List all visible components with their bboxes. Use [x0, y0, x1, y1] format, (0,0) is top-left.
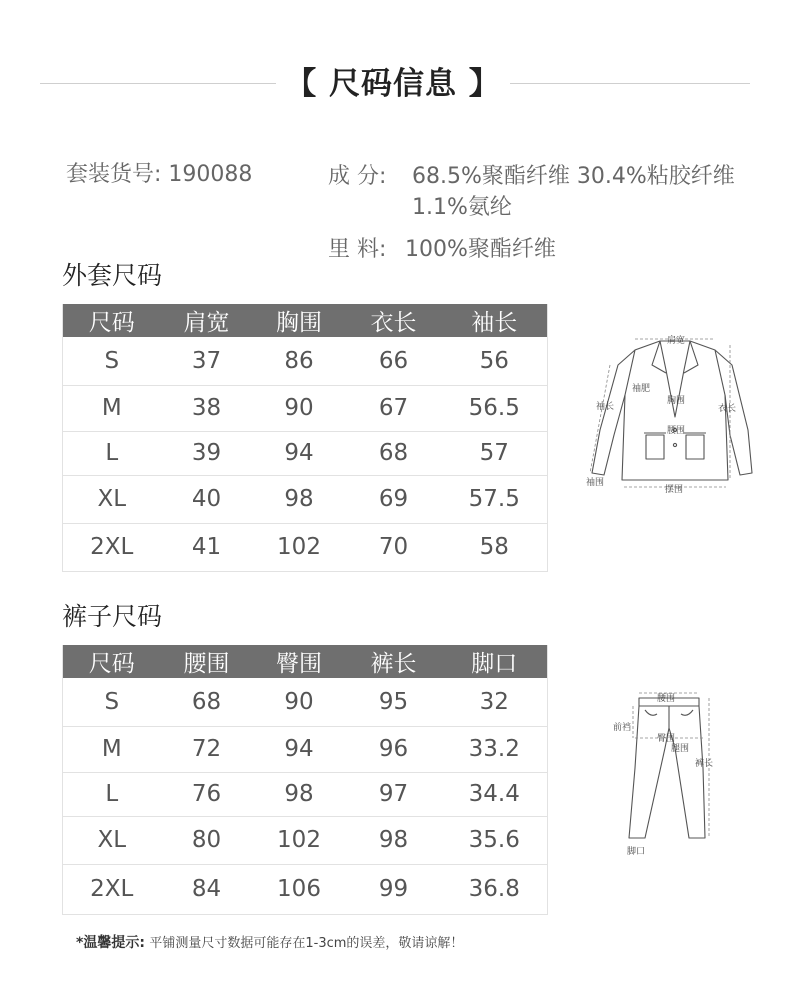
column-header: 肩宽 [161, 304, 253, 337]
table-row [63, 431, 548, 475]
pants-measurement-diagram [605, 688, 735, 860]
table-cell: L [63, 772, 161, 816]
table-cell: 102 [253, 816, 346, 864]
table-cell: 56 [442, 337, 548, 385]
table-cell: 32 [442, 678, 548, 726]
diagram-label-front-rise: 前裆 [613, 723, 632, 733]
table-cell: 72 [161, 726, 253, 772]
table-row [63, 523, 548, 571]
table-cell: M [63, 385, 161, 431]
table-cell: 57.5 [442, 475, 548, 523]
table-cell: 35.6 [442, 816, 548, 864]
table-row [63, 864, 548, 914]
table-cell: 98 [253, 475, 346, 523]
diagram-label-shoulder: 肩宽 [667, 336, 686, 346]
table-cell: S [63, 337, 161, 385]
table-cell: 95 [346, 678, 442, 726]
table-cell: 99 [346, 864, 442, 914]
diagram-label-sleeve-width: 袖肥 [632, 384, 651, 394]
diagram-label-hem: 摆围 [665, 485, 684, 495]
table-cell: 40 [161, 475, 253, 523]
table-cell: 106 [253, 864, 346, 914]
column-header: 脚口 [442, 645, 548, 678]
jacket-section-title: 外套尺码 [62, 261, 163, 290]
column-header: 裤长 [346, 645, 442, 678]
table-cell: 97 [346, 772, 442, 816]
diagram-label-waist: 腰围 [657, 694, 676, 704]
table-cell: 70 [346, 523, 442, 571]
table-cell: 68 [161, 678, 253, 726]
table-cell: 38 [161, 385, 253, 431]
table-cell: 41 [161, 523, 253, 571]
pants-size-table [62, 645, 548, 915]
column-header: 尺码 [63, 304, 161, 337]
table-cell: 94 [253, 726, 346, 772]
sku-label: 套装货号: [66, 162, 162, 187]
table-cell: 39 [161, 431, 253, 475]
table-cell: 34.4 [442, 772, 548, 816]
table-cell: XL [63, 475, 161, 523]
table-cell: 96 [346, 726, 442, 772]
jacket-measurement-diagram [580, 325, 760, 500]
column-header: 胸围 [253, 304, 346, 337]
column-header: 袖长 [442, 304, 548, 337]
table-cell: 36.8 [442, 864, 548, 914]
table-cell: 57 [442, 431, 548, 475]
hint-label: *温馨提示: [76, 935, 145, 951]
table-cell: 2XL [63, 523, 161, 571]
diagram-label-hip: 臀围 [657, 734, 676, 744]
table-cell: L [63, 431, 161, 475]
table-cell: 76 [161, 772, 253, 816]
jacket-size-table [62, 304, 548, 572]
sku-value: 190088 [168, 162, 253, 187]
diagram-label-waist: 腰围 [667, 426, 686, 436]
table-cell: 67 [346, 385, 442, 431]
table-cell: 69 [346, 475, 442, 523]
table-cell: M [63, 726, 161, 772]
table-cell: 98 [346, 816, 442, 864]
table-row [63, 385, 548, 431]
page-title: 【 尺码信息 】 [285, 66, 501, 102]
lining-value: 100%聚酯纤维 [405, 237, 556, 262]
table-cell: 66 [346, 337, 442, 385]
diagram-label-length: 衣长 [718, 404, 737, 414]
table-cell: 84 [161, 864, 253, 914]
diagram-label-chest: 胸围 [667, 396, 686, 406]
table-cell: 56.5 [442, 385, 548, 431]
table-cell: XL [63, 816, 161, 864]
column-header: 衣长 [346, 304, 442, 337]
measurement-hint [76, 932, 463, 952]
table-cell: 58 [442, 523, 548, 571]
diagram-label-sleeve-length: 袖长 [596, 402, 615, 412]
table-row [63, 726, 548, 772]
composition-label: 成 分: [328, 164, 387, 189]
table-cell: S [63, 678, 161, 726]
table-cell: 94 [253, 431, 346, 475]
table-cell: 33.2 [442, 726, 548, 772]
table-cell: 90 [253, 678, 346, 726]
column-header: 尺码 [63, 645, 161, 678]
table-row [63, 337, 548, 385]
pants-section-title: 裤子尺码 [62, 602, 163, 631]
title-divider-right [510, 83, 750, 84]
composition-line-2: 1.1%氨纶 [412, 195, 512, 220]
table-header-row [63, 645, 548, 678]
table-row [63, 678, 548, 726]
diagram-label-cuff: 袖围 [586, 478, 605, 488]
table-cell: 102 [253, 523, 346, 571]
table-cell: 86 [253, 337, 346, 385]
lining-label: 里 料: [328, 237, 387, 262]
title-divider-left [40, 83, 276, 84]
table-row [63, 475, 548, 523]
table-row [63, 772, 548, 816]
table-cell: 80 [161, 816, 253, 864]
table-cell: 68 [346, 431, 442, 475]
table-row [63, 816, 548, 864]
hint-text: 平铺测量尺寸数据可能存在1-3cm的误差，敬请谅解！ [149, 936, 464, 951]
diagram-label-length: 裤长 [695, 759, 714, 769]
table-header-row [63, 304, 548, 337]
diagram-label-thigh: 腿围 [671, 744, 690, 754]
diagram-label-hem: 脚口 [627, 847, 646, 857]
table-cell: 90 [253, 385, 346, 431]
composition-line-1: 68.5%聚酯纤维 30.4%粘胶纤维 [412, 164, 735, 189]
column-header: 臀围 [253, 645, 346, 678]
table-cell: 98 [253, 772, 346, 816]
sku-info [66, 160, 252, 190]
table-cell: 2XL [63, 864, 161, 914]
column-header: 腰围 [161, 645, 253, 678]
table-cell: 37 [161, 337, 253, 385]
